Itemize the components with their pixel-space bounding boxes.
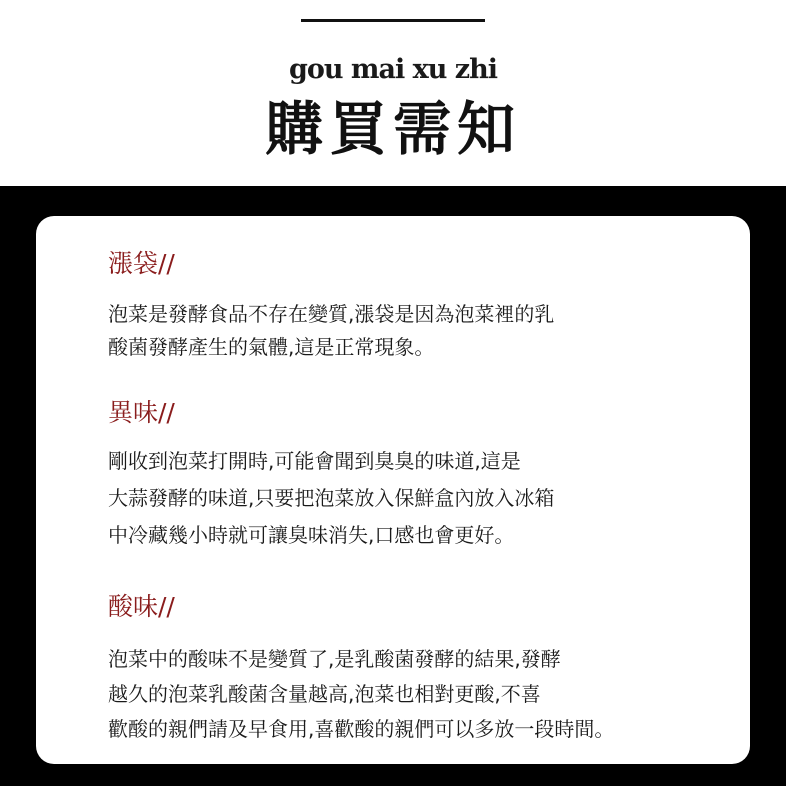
section-3-line-2: 越久的泡菜乳酸菌含量越高,泡菜也相對更酸,不喜: [108, 682, 541, 706]
section-2-line-3: 中冷藏幾小時就可讓臭味消失,口感也會更好。: [108, 523, 515, 547]
section-3-line-1: 泡菜中的酸味不是變質了,是乳酸菌發酵的結果,發酵: [108, 647, 561, 671]
header: [0, 0, 786, 186]
section-2-line-1: 剛收到泡菜打開時,可能會聞到臭臭的味道,這是: [108, 449, 521, 473]
section-heading-swollen-bag: 漲袋//: [108, 249, 175, 278]
section-heading-sour-taste: 酸味//: [108, 592, 175, 621]
section-1-line-2: 酸菌發酵產生的氣體,這是正常現象。: [108, 335, 435, 359]
top-rule-divider: [301, 19, 485, 22]
section-2-line-2: 大蒜發酵的味道,只要把泡菜放入保鮮盒內放入冰箱: [108, 486, 555, 510]
section-3-line-3: 歡酸的親們請及早食用,喜歡酸的親們可以多放一段時間。: [108, 717, 615, 741]
pinyin-subtitle: gou mai xu zhi: [289, 54, 497, 85]
section-1-line-1: 泡菜是發酵食品不存在變質,漲袋是因為泡菜裡的乳: [108, 302, 555, 326]
section-heading-odor: 異味//: [108, 398, 175, 427]
notice-card: [36, 216, 750, 764]
page-title: 購買需知: [264, 95, 521, 163]
